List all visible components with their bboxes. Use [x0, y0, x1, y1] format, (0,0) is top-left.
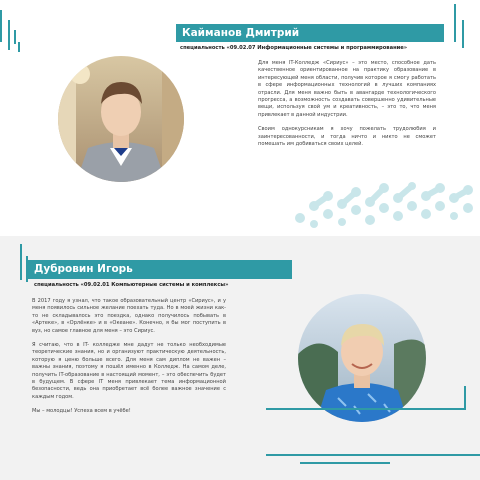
- decorative-line: [462, 20, 464, 48]
- profile-photo: [58, 56, 184, 182]
- profile-name-bar: [28, 260, 292, 279]
- decorative-line: [454, 4, 456, 42]
- profile-photo: [298, 294, 426, 422]
- profile-text: [32, 298, 226, 423]
- portrait-image: [58, 56, 184, 182]
- profile-section-bottom: [0, 236, 480, 480]
- portrait-image: [298, 294, 426, 422]
- decorative-line: [300, 462, 390, 464]
- decorative-line: [0, 10, 2, 42]
- profile-paragraph: Своим однокурсникам я хочу пожелать трудолюбия и заинтересованности, и тогда ничто и никто не сможет помешать им добиваться своих целей.: [258, 126, 436, 148]
- profile-section-top: [0, 0, 480, 236]
- profile-paragraph: В 2017 году я узнал, что такое образовательный центр «Сириус», и у меня появилось сильное желание поехать туда. Но в моей жизни как-то не складывалось это поездка, однако получилось побывать в «Артеке», в «Орлёнке» и в «Океане». Конечно, я бы мог поступить в вуз, но самое главное для меня – это Сириус.: [32, 298, 226, 334]
- decorative-dots-pattern: [290, 178, 480, 236]
- decorative-line: [266, 454, 480, 456]
- decorative-line: [464, 386, 466, 410]
- profile-paragraph: Я считаю, что в IT- колледже мне дадут не только необходимые теоретические знания, но и организуют практическую деятельность, которую я ценю больше всего. Для меня сам диплом не важен – важны знания, поэтому я пошёл именно в Колледж. На самом деле, получить IT-образование в настоящий момент, – это обеспечить будет в будущем. В сфере IT меня привлекает тема информационной безопасности, ведь она приобретает всё более важное значение с каждым годом.: [32, 342, 226, 400]
- decorative-line: [18, 42, 20, 52]
- decorative-line: [20, 244, 22, 280]
- profile-name-bar: [176, 24, 444, 42]
- decorative-line: [14, 30, 16, 44]
- profile-specialty: специальность «09.02.01 Компьютерные системы и комплексы»: [34, 282, 229, 288]
- decorative-line: [8, 20, 10, 50]
- profile-specialty: специальность «09.02.07 Информационные системы и программирование»: [180, 45, 408, 51]
- profile-name: Кайманов Дмитрий: [182, 27, 300, 39]
- profile-text: [258, 60, 436, 155]
- decorative-line: [266, 408, 466, 410]
- profile-paragraph: Мы – молодцы! Успеха всем в учёбе!: [32, 408, 131, 415]
- profile-name: Дубровин Игорь: [34, 263, 133, 275]
- profile-paragraph: Для меня IT-Колледж «Сириус» – это место, способное дать качественное ориентированное на практику образование в интересующей меня области, получив которое я смогу работать в сфере информационных технологий в лучших компаниях отрасли. Для меня важно быть в авангарде технологического прогресса, а возможность создавать совершенно удивительные вещи, используя свой ум и креативность, – это то, что меня привлекает в данной индустрии.: [258, 60, 436, 118]
